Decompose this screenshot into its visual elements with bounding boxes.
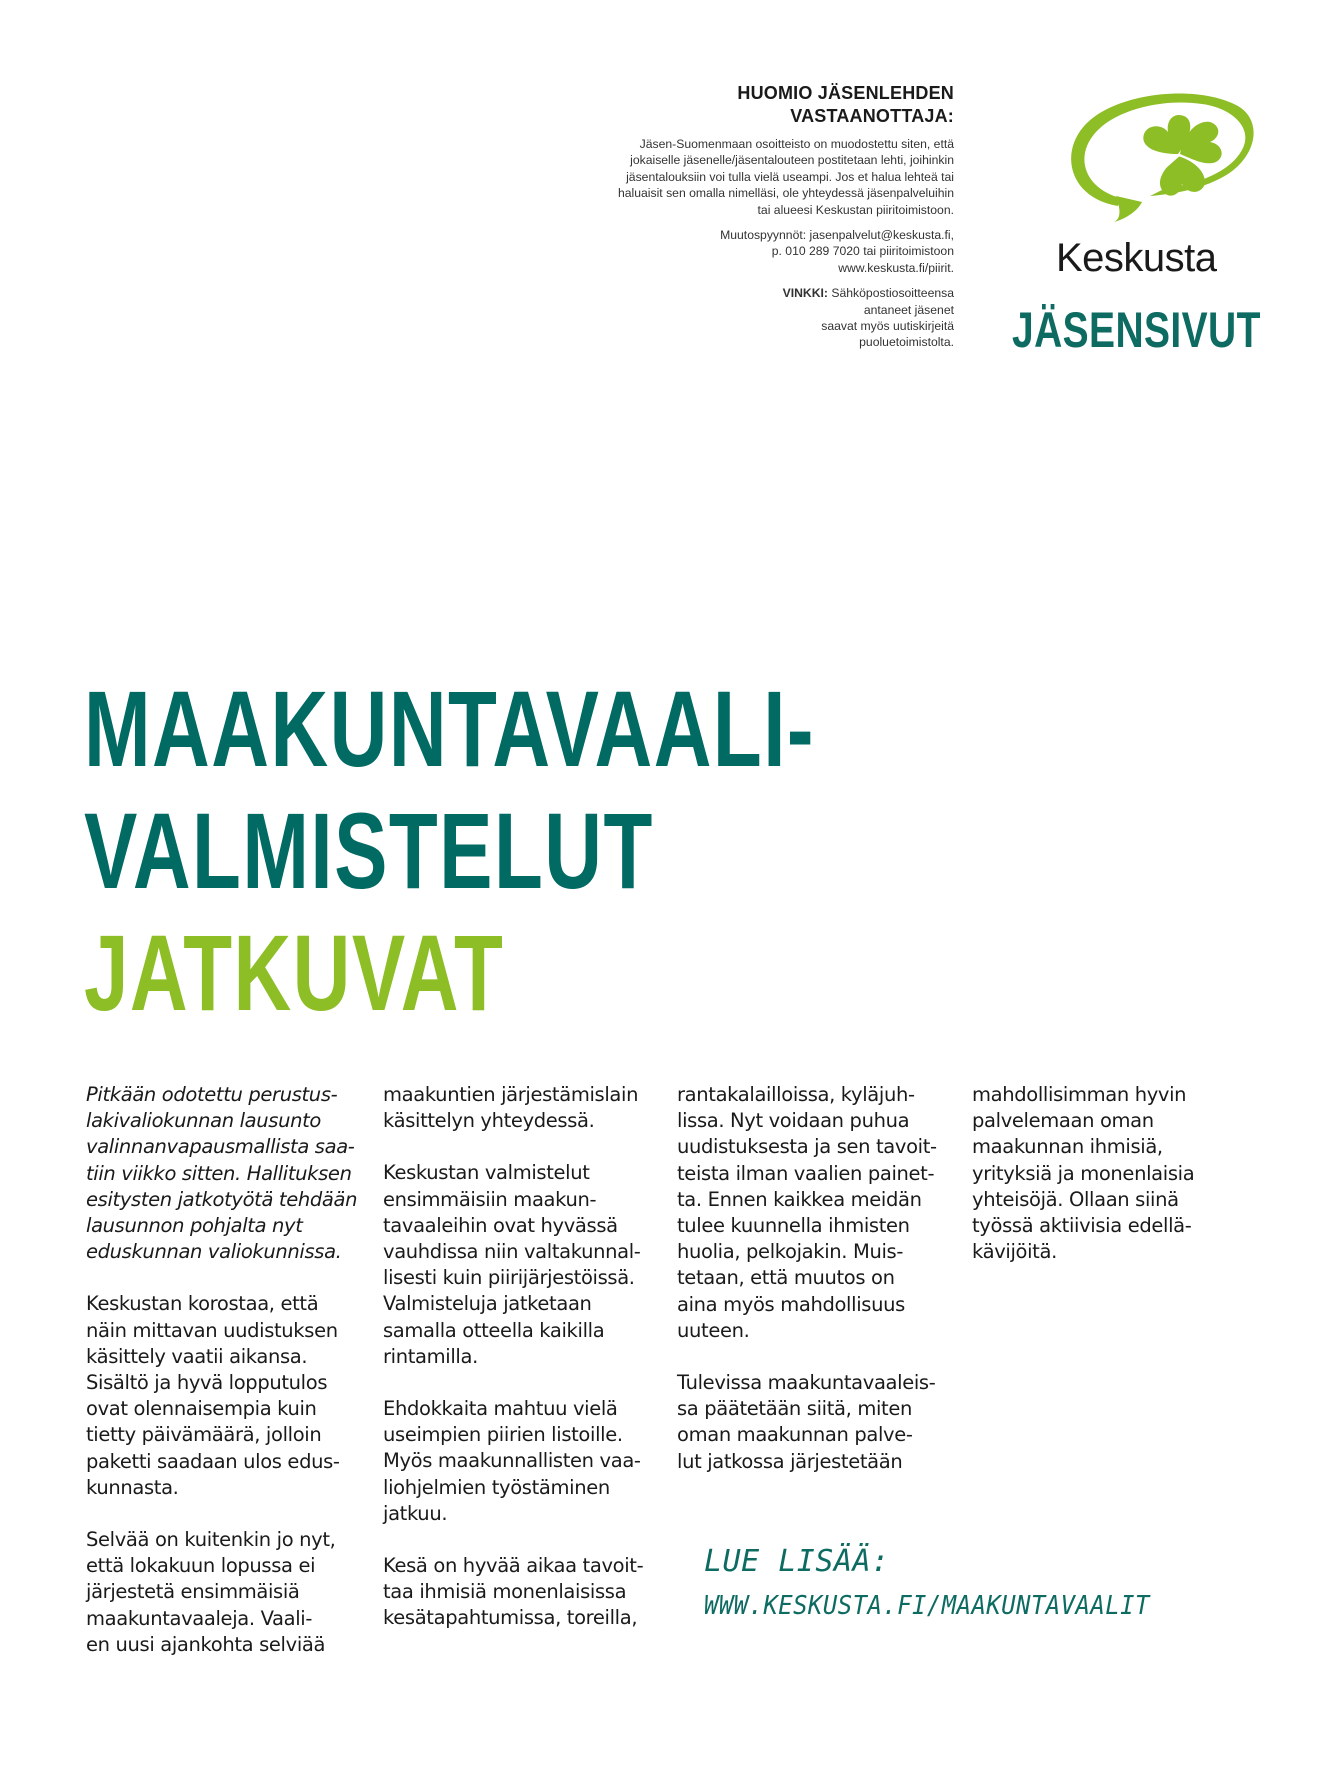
text-line: maakunnan ihmisiä,	[972, 1135, 1163, 1159]
text-line: Myös maakunnallisten vaa-	[383, 1449, 641, 1473]
article-column-2	[383, 1082, 673, 1658]
text-line: Ehdokkaita mahtuu vielä	[383, 1397, 618, 1421]
notice-title-line: VASTAANOTTAJA:	[790, 106, 954, 126]
notice-line: Muutospyynnöt: jasenpalvelut@keskusta.fi,	[720, 228, 954, 243]
notice-line: Jäsen-Suomenmaan osoitteisto on muodostettu siten, että	[639, 137, 954, 151]
read-more-callout	[704, 1540, 1189, 1628]
article-paragraph	[383, 1553, 673, 1632]
text-line: käsittelyn yhteydessä.	[383, 1109, 595, 1133]
notice-contact	[540, 227, 954, 276]
text-line: tiin viikko sitten. Hallituksen	[86, 1161, 352, 1185]
notice-line: jokaiselle jäsenelle/jäsentalouteen postitetaan lehti, joihinkin	[630, 153, 954, 168]
notice-title	[540, 82, 954, 128]
text-line: Kesä on hyvää aikaa tavoit-	[383, 1554, 644, 1578]
keskusta-wordmark: Keskusta	[1056, 236, 1217, 280]
text-line: Keskustan korostaa, että	[86, 1292, 319, 1316]
text-line: aina myös mahdollisuus	[677, 1292, 905, 1316]
text-line: oman maakunnan palve-	[677, 1423, 913, 1447]
article-column-3	[677, 1082, 967, 1501]
notice-line: Sähköpostiosoitteensa	[831, 286, 954, 301]
notice-line: www.keskusta.fi/piirit.	[838, 260, 954, 275]
text-line: lissa. Nyt voidaan puhua	[677, 1109, 910, 1133]
text-line: Selvää on kuitenkin jo nyt,	[86, 1528, 336, 1552]
text-line: Valmisteluja jatketaan	[383, 1292, 592, 1316]
text-line: lut jatkossa järjestetään	[677, 1449, 903, 1473]
notice-tip	[540, 285, 954, 351]
text-line: rantakalailloissa, kyläjuh-	[677, 1083, 915, 1106]
text-line: useimpien piirien listoille.	[383, 1423, 623, 1447]
text-line: tetaan, että muutos on	[677, 1266, 895, 1290]
text-line: paketti saadaan ulos edus-	[86, 1449, 340, 1473]
headline-line-2: VALMISTELUT	[84, 790, 654, 911]
article-paragraph	[677, 1370, 967, 1475]
text-line: tulee kuunnella ihmisten	[677, 1214, 910, 1238]
text-line: Tulevissa maakuntavaaleis-	[677, 1371, 936, 1395]
text-line: Pitkään odotettu perustus-	[86, 1083, 338, 1106]
article-paragraph	[383, 1082, 673, 1134]
article-intro	[86, 1082, 376, 1265]
headline-line-1: MAAKUNTAVAALI-	[84, 668, 815, 789]
text-line: uudistuksesta ja sen tavoit-	[677, 1135, 937, 1159]
text-line: kesätapahtumissa, toreilla,	[383, 1606, 638, 1630]
text-line: maakuntien järjestämislain	[383, 1083, 639, 1106]
text-line: mahdollisimman hyvin	[972, 1083, 1187, 1106]
member-notice	[540, 82, 954, 360]
text-line: ovat olennaisempia kuin	[86, 1397, 317, 1421]
text-line: tietty päivämäärä, jolloin	[86, 1423, 322, 1447]
notice-line: jäsentalouksiin voi tulla vielä useampi. Jos et halua lehteä tai	[626, 169, 954, 184]
text-line: työssä aktiivisia edellä-	[972, 1214, 1192, 1238]
text-line: lisesti kuin piirijärjestöissä.	[383, 1266, 635, 1290]
article-paragraph	[677, 1082, 967, 1344]
text-line: että lokakuun lopussa ei	[86, 1554, 316, 1578]
text-line: lakivaliokunnan lausunto	[86, 1109, 321, 1133]
article-column-4	[972, 1082, 1262, 1291]
notice-line: tai alueesi Keskustan piiritoimistoon.	[757, 202, 954, 217]
article-paragraph	[383, 1160, 673, 1370]
text-line: tavaaleihin ovat hyvässä	[383, 1213, 618, 1237]
text-line: uuteen.	[677, 1318, 750, 1342]
section-title: JÄSENSIVUT	[1012, 302, 1261, 358]
text-line: Sisältö ja hyvä lopputulos	[86, 1371, 328, 1395]
tip-label: VINKKI:	[782, 286, 828, 301]
notice-line: puoluetoimistolta.	[859, 335, 954, 350]
notice-line: saavat myös uutiskirjeitä	[821, 319, 954, 334]
text-line: käsittely vaatii aikansa.	[86, 1344, 308, 1368]
text-line: ta. Ennen kaikkea meidän	[677, 1187, 922, 1211]
text-line: näin mittavan uudistuksen	[86, 1318, 338, 1342]
notice-line: p. 010 289 7020 tai piiritoimistoon	[771, 244, 954, 259]
text-line: esitysten jatkotyötä tehdään	[86, 1187, 358, 1211]
text-line: samalla otteella kaikilla	[383, 1318, 605, 1342]
text-line: yrityksiä ja monenlaisia	[972, 1161, 1195, 1185]
article-paragraph	[383, 1396, 673, 1527]
text-line: lausunnon pohjalta nyt	[86, 1214, 303, 1238]
text-line: en uusi ajankohta selviää	[86, 1632, 326, 1656]
text-line: palvelemaan oman	[972, 1109, 1154, 1133]
notice-line: antaneet jäsenet	[863, 302, 954, 317]
text-line: järjestetä ensimmäisiä	[86, 1580, 300, 1604]
text-line: jatkuu.	[383, 1501, 448, 1525]
notice-title-line: HUOMIO JÄSENLEHDEN	[737, 83, 954, 103]
article-paragraph	[86, 1527, 376, 1658]
article-paragraph	[86, 1291, 376, 1501]
text-line: eduskunnan valiokunnissa.	[86, 1240, 342, 1264]
four-leaf-clover-speech-bubble-icon	[1058, 88, 1258, 222]
text-line: sa päätetään siitä, miten	[677, 1397, 912, 1421]
article-headline	[84, 668, 815, 1034]
text-line: taa ihmisiä monenlaisissa	[383, 1580, 627, 1604]
read-more-label: LUE LISÄÄ:	[704, 1544, 890, 1579]
text-line: kunnasta.	[86, 1475, 179, 1499]
notice-tip-line	[540, 285, 954, 301]
text-line: valinnanvapausmallista saa-	[86, 1135, 355, 1159]
text-line: liohjelmien työstäminen	[383, 1475, 610, 1499]
text-line: teista ilman vaalien painet-	[677, 1161, 935, 1185]
text-line: kävijöitä.	[972, 1240, 1057, 1264]
read-more-link[interactable]: WWW.KESKUSTA.FI/MAAKUNTAVAALIT	[704, 1591, 1150, 1621]
text-line: rintamilla.	[383, 1344, 478, 1368]
headline-line-3: JATKUVAT	[84, 912, 505, 1033]
notice-line: haluaisit sen omalla nimelläsi, ole yhteydessä jäsenpalveluihin	[617, 186, 954, 201]
text-line: vauhdissa niin valtakunnal-	[383, 1240, 641, 1264]
text-line: yhteisöjä. Ollaan siinä	[972, 1187, 1179, 1211]
article-column-1	[86, 1082, 376, 1684]
text-line: ensimmäisiin maakun-	[383, 1187, 597, 1211]
text-line: maakuntavaaleja. Vaali-	[86, 1606, 313, 1630]
article-paragraph	[972, 1082, 1262, 1265]
text-line: Keskustan valmistelut	[383, 1161, 590, 1185]
text-line: huolia, pelkojakin. Muis-	[677, 1240, 904, 1264]
notice-paragraph	[540, 136, 954, 218]
